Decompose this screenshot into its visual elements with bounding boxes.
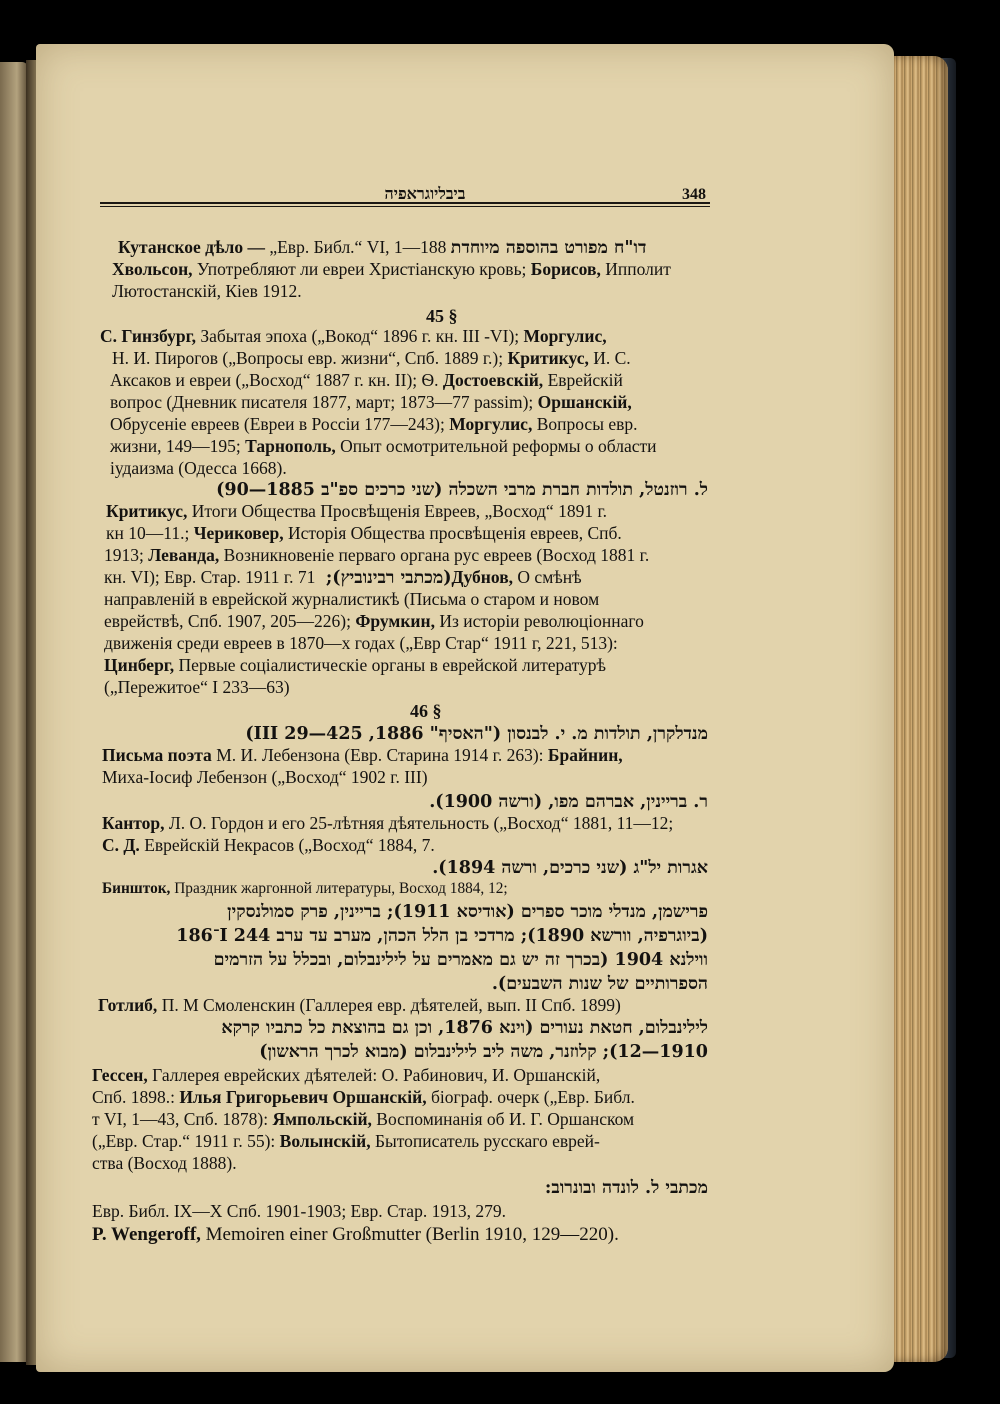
text-run: кн. VI); Евр. Стар. 1911 г. 71: [104, 567, 320, 587]
text-line: [92, 1224, 619, 1246]
bold-text: Гессен,: [92, 1065, 153, 1085]
hebrew-text: ל. רוזנטל, תולדות חברת מרבי השכלה (שני כרכים ספ"ב 1885—90): [216, 480, 708, 500]
hebrew-text: 1910—12); קלוזנר, משה ליב לילינבלום (מבוא לכרך הראשון): [259, 1042, 708, 1062]
text-line: [92, 1108, 634, 1130]
left-page-edge: [0, 62, 28, 1362]
hebrew-text: לילינבלום, חטאת נעורים (וינא 1876, וכן גם בהוצאת כל כתביו קרקא: [221, 1018, 708, 1038]
text-run: Обрусеніе евреев (Евреи в Россіи 177—243);: [110, 414, 450, 434]
text-run: жизни, 149—195;: [110, 436, 246, 456]
hebrew-text: מנדלקרן, תולדות מ. י. לבנסון ("האסיף" III 29—425 ,1886): [245, 724, 708, 744]
text-run: („Евр. Стар.“ 1911 г. 55):: [92, 1131, 280, 1151]
text-line: [98, 924, 708, 947]
bold-text: Леванда,: [148, 545, 224, 565]
text-run: Из исторіи революціоннаго: [439, 611, 644, 631]
text-line: [102, 834, 435, 856]
text-run: Возникновеніе перваго органа рус евреев (Восход 1881 г.: [223, 545, 650, 565]
text-run: Еврейскій: [547, 370, 623, 390]
text-run: О смѣнѣ: [517, 567, 582, 587]
bold-text: Оршанскій,: [537, 392, 632, 412]
text-line: [102, 812, 673, 834]
text-line: [112, 258, 671, 280]
text-run: И. С.: [593, 348, 631, 368]
hebrew-text: דו"ח מפורט בהוספה מיוחדת: [450, 238, 647, 258]
hebrew-text: (מכתבי רבינוביץ);: [319, 568, 452, 588]
text-run: іудаизма (Одесса 1668).: [110, 458, 287, 478]
text-line: [92, 1130, 600, 1152]
bold-text: Кутанское дѣло —: [118, 237, 270, 257]
bold-text: Ямпольскій,: [272, 1109, 377, 1129]
text-run: Миха-Іосиф Лебензон („Восход“ 1902 г. III): [102, 767, 428, 787]
text-run: Воспоминанія об И. Г. Оршанском: [376, 1109, 635, 1129]
bold-text: Моргулис,: [523, 326, 607, 346]
running-title: ביבליוגראפיה: [384, 184, 466, 203]
text-run: М. И. Лебензона (Евр. Старина 1914 г. 263):: [216, 745, 548, 765]
bold-text: Критикус,: [106, 501, 192, 521]
text-line: [214, 722, 708, 745]
text-line: [112, 347, 631, 369]
bold-text: Биншток,: [102, 880, 175, 897]
bold-text: 45 §: [426, 306, 458, 326]
text-run: кн 10—11.;: [106, 523, 194, 543]
text-line: [176, 1040, 708, 1063]
text-line: [98, 994, 621, 1016]
text-line: [104, 544, 649, 566]
text-run: Л. О. Гордон и его 25-лѣтняя дѣятельность („Восход“ 1881, 11—12;: [168, 813, 674, 833]
hebrew-text: ר. בריינין, אברהם מפו, (ורשה 1900).: [429, 792, 708, 812]
bold-text: Брайнин,: [547, 745, 623, 765]
text-line: [92, 1152, 237, 1174]
text-run: движенія среди евреев в 1870—х годах („Евр Стар“ 1911 г, 221, 513):: [104, 633, 618, 653]
hebrew-text: הספרותיים של שנות השבעים).: [491, 974, 708, 994]
text-line: [100, 900, 708, 923]
text-run: („Пережитое“ I 233—63): [104, 677, 290, 697]
text-line: [384, 790, 708, 813]
text-line: [98, 948, 708, 971]
text-line: [106, 522, 622, 544]
text-run: Исторія Общества просвѣщенія евреев, Спб.: [288, 523, 622, 543]
text-line: [102, 766, 428, 788]
page-number: 348: [682, 186, 706, 203]
text-run: Праздник жаргонной литературы, Восход 1884, 12;: [174, 880, 508, 897]
bold-text: Готлиб,: [98, 995, 162, 1015]
text-line: [110, 391, 632, 413]
bold-text: Моргулис,: [449, 414, 537, 434]
text-line: [98, 1016, 708, 1039]
text-run: Вопросы евр.: [536, 414, 638, 434]
text-line: [110, 413, 637, 435]
text-run: 1913;: [104, 545, 149, 565]
bold-text: Достоевскій,: [442, 370, 548, 390]
text-line: [104, 566, 582, 589]
text-line: [92, 1086, 635, 1108]
text-run: Итоги Общества Просвѣщенія Евреев, „Восход“ 1891 г.: [191, 501, 608, 521]
text-line: [104, 588, 599, 610]
text-run: Ипполит: [605, 259, 671, 279]
text-run: біограф. очерк („Евр. Библ.: [430, 1087, 635, 1107]
text-run: Спб. 1898.:: [92, 1087, 180, 1107]
section-heading: [426, 305, 458, 327]
text-line: [110, 457, 287, 479]
bold-text: Тарнополь,: [245, 436, 341, 456]
text-line: [104, 610, 644, 632]
hebrew-text: פרישמן, מנדלי מוכר ספרים (אודיסא 1911); בריינין, פרק סמולנסקין: [227, 902, 708, 922]
text-run: Н. И. Пирогов („Вопросы евр. жизни“, Спб. 1889 г.);: [112, 348, 508, 368]
text-line: [110, 369, 623, 391]
text-run: Первые соціалистическіе органы в еврейской литературѣ: [178, 655, 607, 675]
text-run: Евр. Библ. IX—X Спб. 1901-1903; Евр. Стар. 1913, 279.: [92, 1201, 506, 1221]
bold-text: Борисов,: [530, 259, 606, 279]
bold-text: Хвольсон,: [112, 259, 197, 279]
text-run: ства (Восход 1888).: [92, 1153, 237, 1173]
text-line: [102, 744, 623, 766]
text-line: [446, 1176, 708, 1199]
text-line: [112, 280, 302, 302]
bold-text: С. Д.: [102, 835, 145, 855]
header-rule: [100, 202, 710, 207]
text-line: [140, 478, 708, 501]
text-run: „Евр. Библ.“ VI, 1—188: [269, 237, 451, 257]
text-run: Еврейскій Некрасов („Восход“ 1884, 7.: [144, 835, 435, 855]
text-run: направленій в еврейской журналистикѣ (Письма о старом и новом: [104, 589, 600, 609]
text-line: [350, 972, 708, 995]
text-line: [92, 1200, 506, 1222]
bold-text: Кантор,: [102, 813, 169, 833]
text-run: Опыт осмотрительной реформы о области: [340, 436, 657, 456]
text-run: Бытописатель русскаго еврей-: [374, 1131, 600, 1151]
bold-text: Критикус,: [507, 348, 594, 368]
text-line: [104, 676, 290, 698]
text-run: Употребляют ли евреи Христіанскую кровь;: [196, 259, 531, 279]
text-run: т VI, 1—43, Спб. 1878):: [92, 1109, 273, 1129]
text-run: вопрос (Дневник писателя 1877, март; 1873—77 passim);: [110, 392, 538, 412]
text-run: П. М Смоленскин (Галлерея евр. дѣятелей, вып. II Спб. 1899): [161, 995, 621, 1015]
bold-text: Фрумкин,: [355, 611, 440, 631]
hebrew-text: אגרות יל"ג (שני כרכים, ורשה 1894).: [432, 858, 708, 878]
bold-text: С. Гинзбург,: [100, 326, 201, 346]
bold-text: Дубнов,: [451, 567, 518, 587]
text-run: Memoiren einer Großmutter (Berlin 1910, 129—220).: [205, 1224, 619, 1245]
text-line: [394, 856, 708, 879]
text-line: [106, 500, 607, 522]
text-run: Лютостанскій, Кіев 1912.: [112, 281, 302, 301]
text-line: [110, 435, 657, 457]
text-line: [100, 325, 607, 347]
hebrew-text: מכתבי ל. לונדה ובונרוב:: [544, 1178, 708, 1198]
text-run: Забытая эпоха („Вокод“ 1896 г. кн. III -VI);: [200, 326, 524, 346]
bold-text: Чериковер,: [193, 523, 289, 543]
bold-text: P. Wengeroff,: [92, 1224, 206, 1245]
bold-text: 46 §: [410, 701, 442, 721]
text-run: еврействѣ, Спб. 1907, 205—226);: [104, 611, 356, 631]
text-line: [102, 878, 508, 900]
bold-text: Письма поэта: [102, 745, 217, 765]
hebrew-text: ווילנא 1904 (בכרך זה יש גם מאמרים על לילינבלום, ובכלל על הזרמים: [213, 950, 708, 970]
bold-text: Илья Григорьевич Оршанскій,: [179, 1087, 431, 1107]
text-line: [92, 1064, 600, 1086]
bold-text: Цинберг,: [104, 655, 179, 675]
text-line: [104, 654, 606, 676]
section-heading: [410, 700, 442, 722]
bold-text: Волынскій,: [279, 1131, 375, 1151]
text-run: Аксаков и евреи („Восход“ 1887 г. кн. II); Ѳ.: [110, 370, 443, 390]
text-line: [104, 632, 618, 654]
text-line: [118, 236, 646, 259]
hebrew-text: (ביוגרפיה, וורשא 1890); מרדכי בן הלל הכהן, מערב עד ערב I 244־186: [176, 926, 708, 946]
text-run: Галлерея еврейских дѣятелей: О. Рабинович, И. Оршанскій,: [152, 1065, 601, 1085]
